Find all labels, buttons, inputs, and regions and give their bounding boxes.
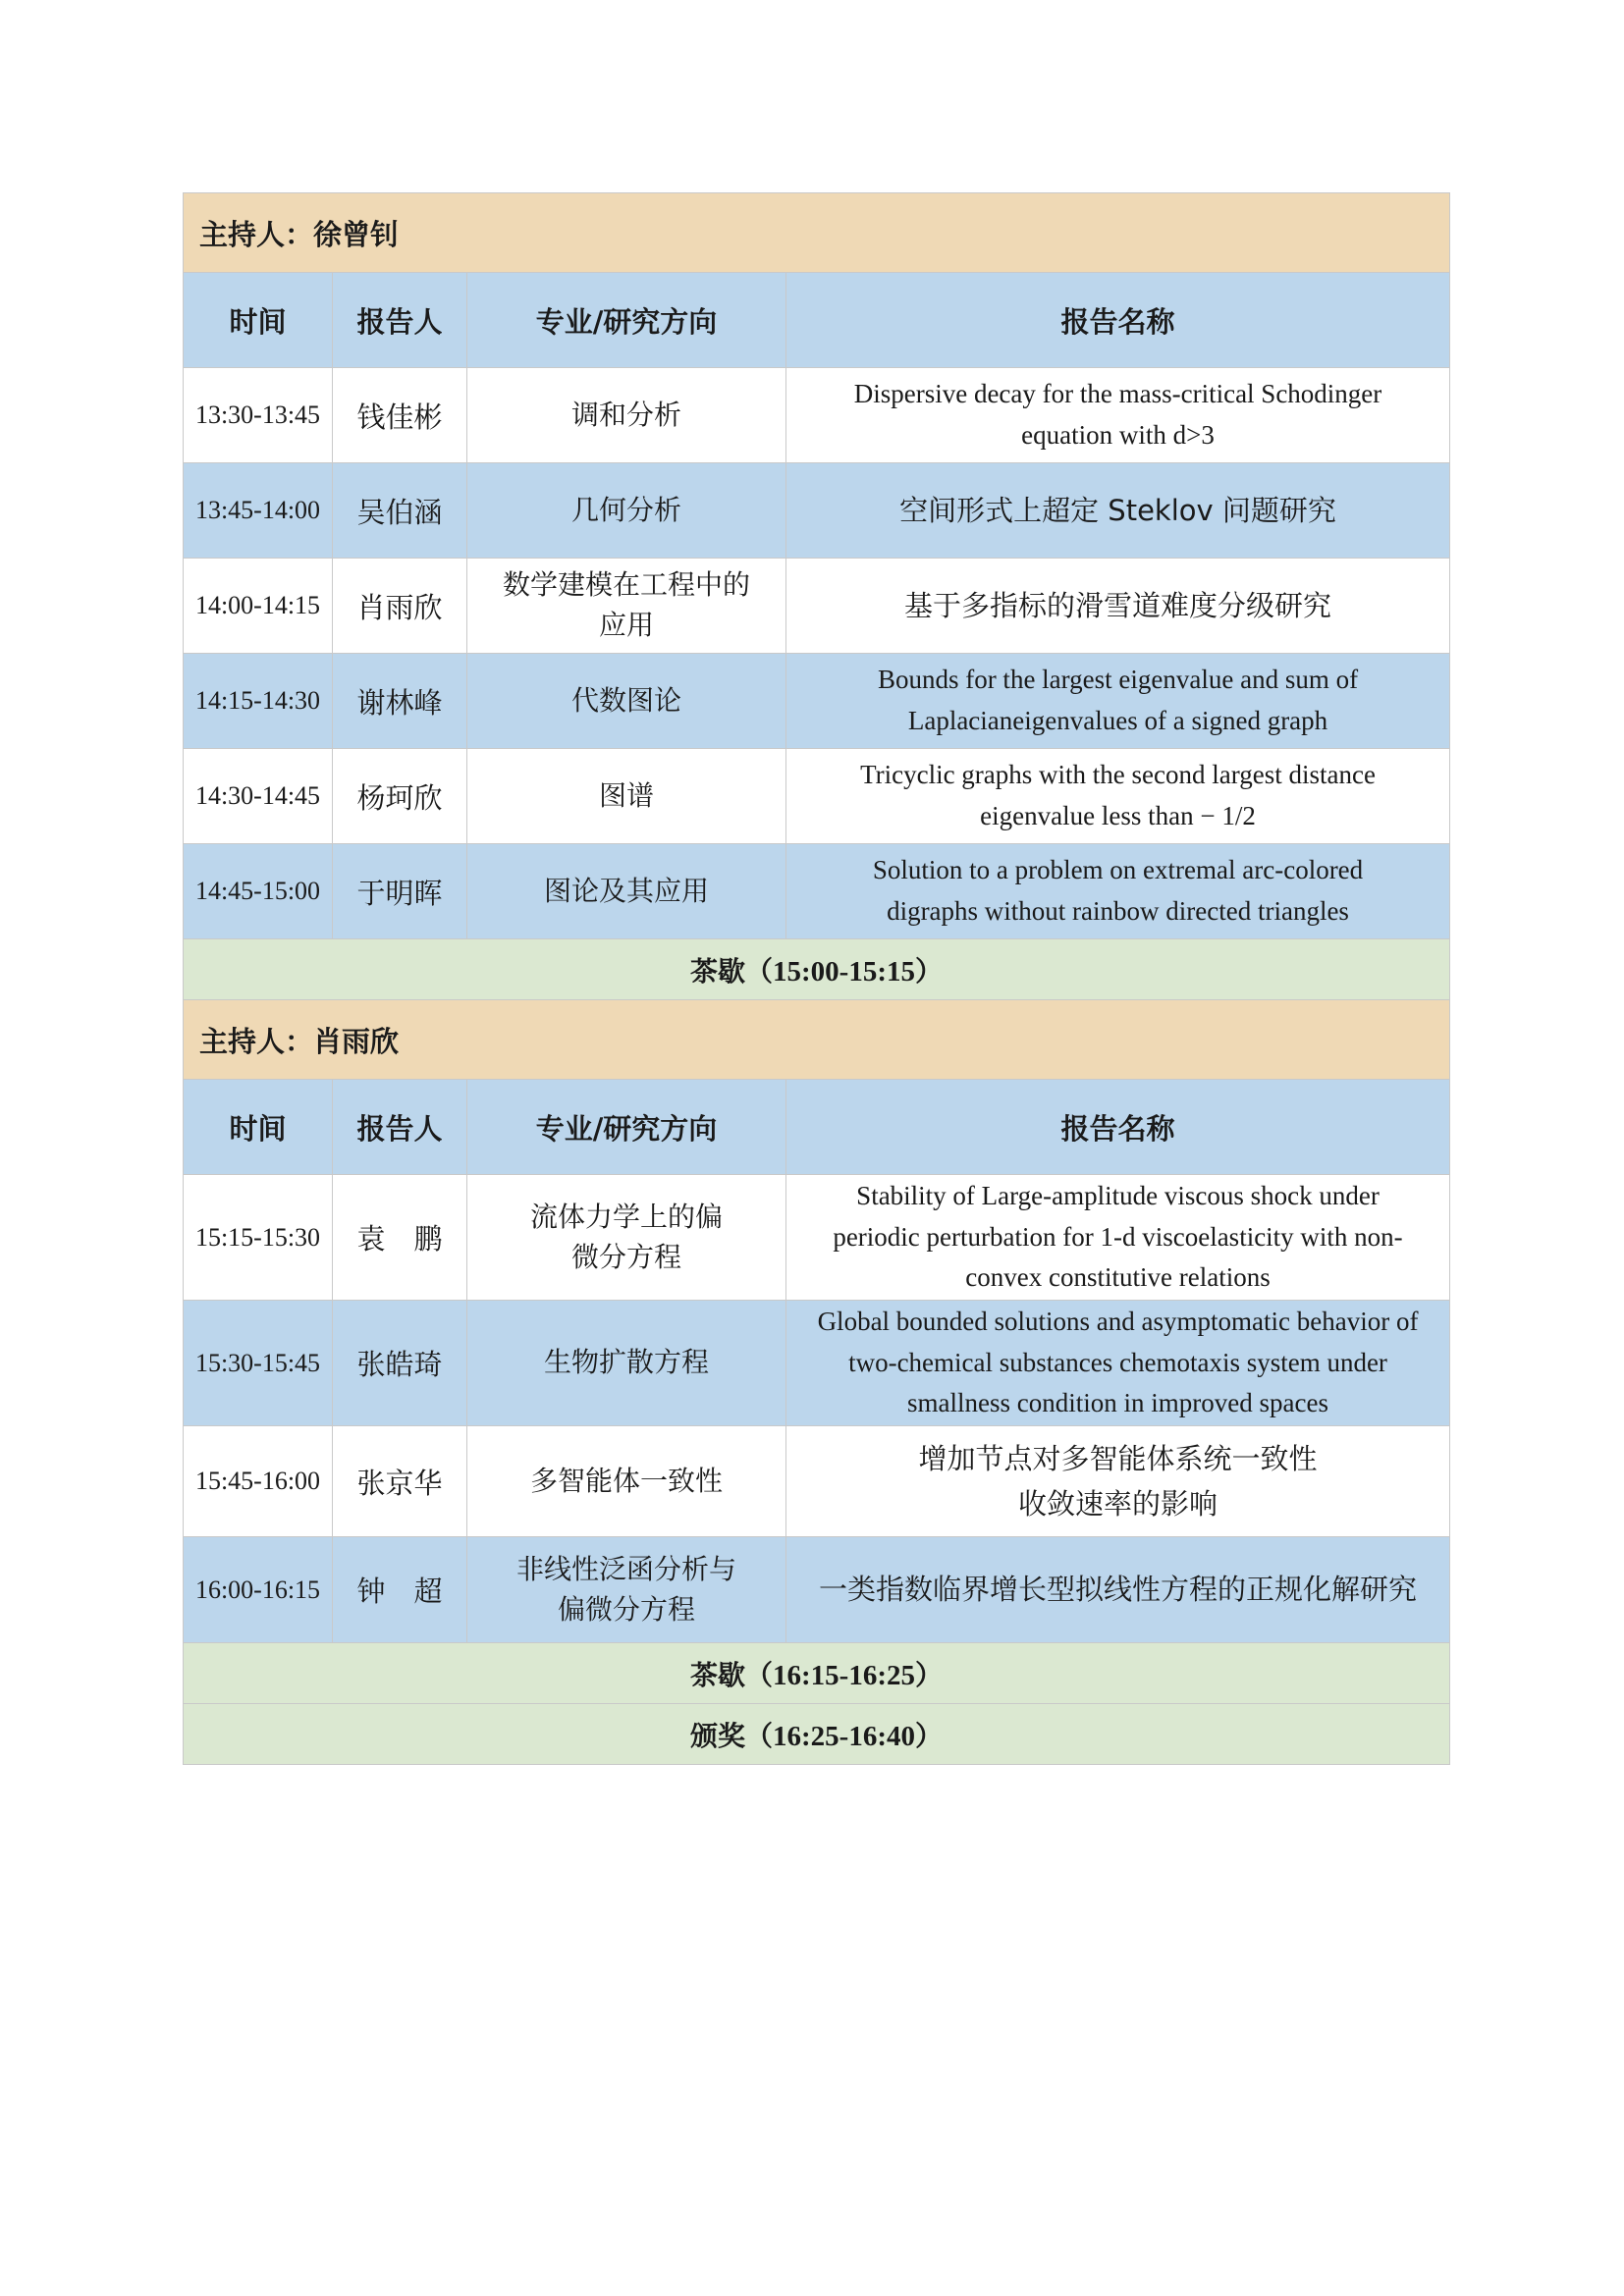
break-label: 茶歇 [689, 1658, 745, 1691]
award-row [184, 1704, 1450, 1765]
talk-speaker: 吴伯涵 [333, 463, 467, 559]
talk-field: 生物扩散方程 [467, 1301, 786, 1426]
table-row [184, 1301, 1450, 1426]
table-row [184, 749, 1450, 844]
talk-field: 数学建模在工程中的应用 [467, 559, 786, 654]
header-time: 时间 [184, 1080, 333, 1175]
table-row [184, 463, 1450, 559]
table-row [184, 368, 1450, 463]
header-speaker: 报告人 [333, 273, 467, 368]
break-time: 15:00-15:15 [773, 955, 915, 988]
talk-field: 非线性泛函分析与偏微分方程 [467, 1537, 786, 1643]
talk-time: 13:45-14:00 [184, 463, 333, 559]
header-time: 时间 [184, 273, 333, 368]
header-title: 报告名称 [786, 273, 1450, 368]
table-row [184, 844, 1450, 939]
talk-time: 15:15-15:30 [184, 1175, 333, 1301]
award-time: 16:25-16:40 [773, 1720, 915, 1752]
tea-break-cell: 茶歇（16:15-16:25） [184, 1643, 1450, 1704]
break-time: 16:15-16:25 [773, 1659, 915, 1691]
tea-break-cell: 茶歇（15:00-15:15） [184, 939, 1450, 1000]
talk-field: 代数图论 [467, 654, 786, 749]
break-label: 茶歇 [689, 954, 745, 988]
header-title: 报告名称 [786, 1080, 1450, 1175]
host-row [184, 193, 1450, 273]
table-row [184, 559, 1450, 654]
schedule-table [183, 192, 1450, 1765]
talk-field: 图谱 [467, 749, 786, 844]
column-header-row [184, 1080, 1450, 1175]
talk-speaker: 杨珂欣 [333, 749, 467, 844]
tea-break-row [184, 939, 1450, 1000]
talk-title: Solution to a problem on extremal arc-colored digraphs without rainbow directed triangles [786, 844, 1450, 939]
talk-time: 16:00-16:15 [184, 1537, 333, 1643]
award-cell: 颁奖（16:25-16:40） [184, 1704, 1450, 1765]
talk-speaker: 袁 鹏 [333, 1175, 467, 1301]
talk-time: 14:30-14:45 [184, 749, 333, 844]
talk-field: 几何分析 [467, 463, 786, 559]
talk-title: 基于多指标的滑雪道难度分级研究 [786, 559, 1450, 654]
award-label: 颁奖 [689, 1719, 745, 1752]
host-label: 主持人：徐曾钊 [184, 193, 1450, 273]
talk-time: 14:15-14:30 [184, 654, 333, 749]
talk-speaker: 于明晖 [333, 844, 467, 939]
host-row [184, 1000, 1450, 1080]
tea-break-row [184, 1643, 1450, 1704]
talk-speaker: 肖雨欣 [333, 559, 467, 654]
header-field: 专业/研究方向 [467, 1080, 786, 1175]
talk-speaker: 谢林峰 [333, 654, 467, 749]
table-row [184, 654, 1450, 749]
table-row [184, 1426, 1450, 1537]
talk-field: 图论及其应用 [467, 844, 786, 939]
talk-time: 14:45-15:00 [184, 844, 333, 939]
talk-time: 15:45-16:00 [184, 1426, 333, 1537]
talk-speaker: 张皓琦 [333, 1301, 467, 1426]
talk-time: 15:30-15:45 [184, 1301, 333, 1426]
talk-field: 多智能体一致性 [467, 1426, 786, 1537]
talk-title: Tricyclic graphs with the second largest distance eigenvalue less than − 1/2 [786, 749, 1450, 844]
talk-title: 一类指数临界增长型拟线性方程的正规化解研究 [786, 1537, 1450, 1643]
talk-speaker: 张京华 [333, 1426, 467, 1537]
talk-time: 13:30-13:45 [184, 368, 333, 463]
talk-title: Bounds for the largest eigenvalue and sum of Laplacianeigenvalues of a signed graph [786, 654, 1450, 749]
talk-title: Stability of Large-amplitude viscous shock under periodic perturbation for 1-d viscoelasticity with non-convex constitutive relations [786, 1175, 1450, 1301]
talk-field: 调和分析 [467, 368, 786, 463]
column-header-row [184, 273, 1450, 368]
talk-speaker: 钟 超 [333, 1537, 467, 1643]
host-label: 主持人：肖雨欣 [184, 1000, 1450, 1080]
talk-title: Global bounded solutions and asymptomatic behavior of two-chemical substances chemotaxis system under smallness condition in improved spaces [786, 1301, 1450, 1426]
talk-time: 14:00-14:15 [184, 559, 333, 654]
talk-title: Dispersive decay for the mass-critical Schodinger equation with d>3 [786, 368, 1450, 463]
talk-speaker: 钱佳彬 [333, 368, 467, 463]
talk-title: 增加节点对多智能体系统一致性收敛速率的影响 [786, 1426, 1450, 1537]
table-row [184, 1175, 1450, 1301]
header-speaker: 报告人 [333, 1080, 467, 1175]
header-field: 专业/研究方向 [467, 273, 786, 368]
talk-field: 流体力学上的偏微分方程 [467, 1175, 786, 1301]
table-row [184, 1537, 1450, 1643]
talk-title: 空间形式上超定 Steklov 问题研究 [786, 463, 1450, 559]
